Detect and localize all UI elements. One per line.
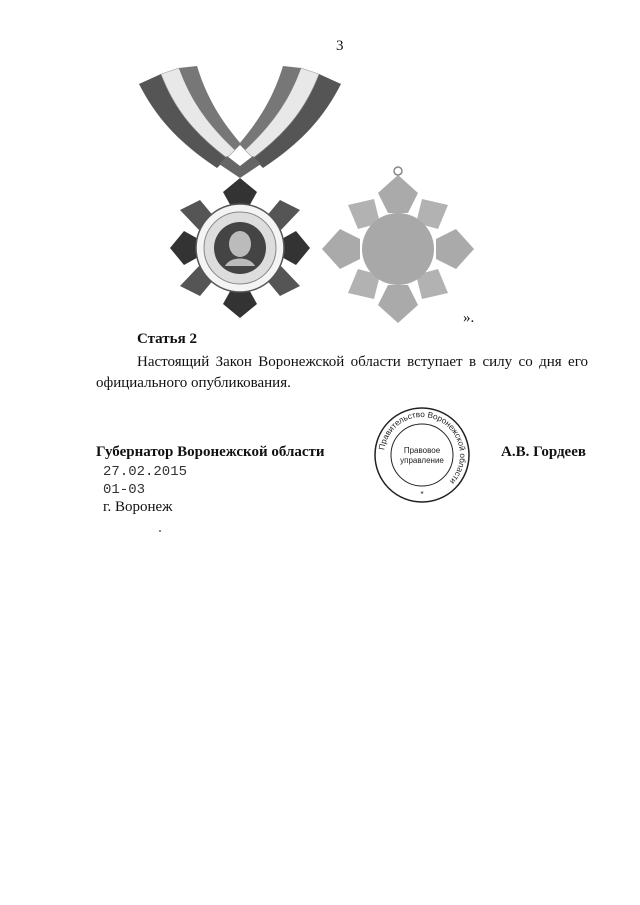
- article-heading: Статья 2: [137, 331, 197, 347]
- city: г. Воронеж: [103, 499, 173, 515]
- registration-number: 01-03: [103, 482, 146, 498]
- closing-quote: ».: [463, 310, 475, 326]
- article-text: Настоящий Закон Воронежской области вступает в силу со дня его официального опубликования.: [96, 354, 588, 391]
- stamp-star: *: [420, 490, 424, 499]
- stamp-center-line2: управление: [400, 456, 444, 465]
- stamp-center-line1: Правовое: [403, 446, 441, 455]
- page-number: 3: [336, 38, 344, 54]
- governor-title: Губернатор Воронежской области: [96, 444, 325, 460]
- ribbon-image: [139, 66, 341, 178]
- stamp-ring-text: Правительство Воронежской области: [377, 409, 468, 486]
- official-stamp: [372, 405, 472, 505]
- governor-name: А.В. Гордеев: [501, 444, 586, 460]
- medal-cross: [170, 178, 310, 318]
- scan-speck: [159, 530, 161, 532]
- medal-back-image: [318, 165, 478, 325]
- registration-date: 27.02.2015: [103, 464, 188, 480]
- medal-front-image: [135, 60, 345, 338]
